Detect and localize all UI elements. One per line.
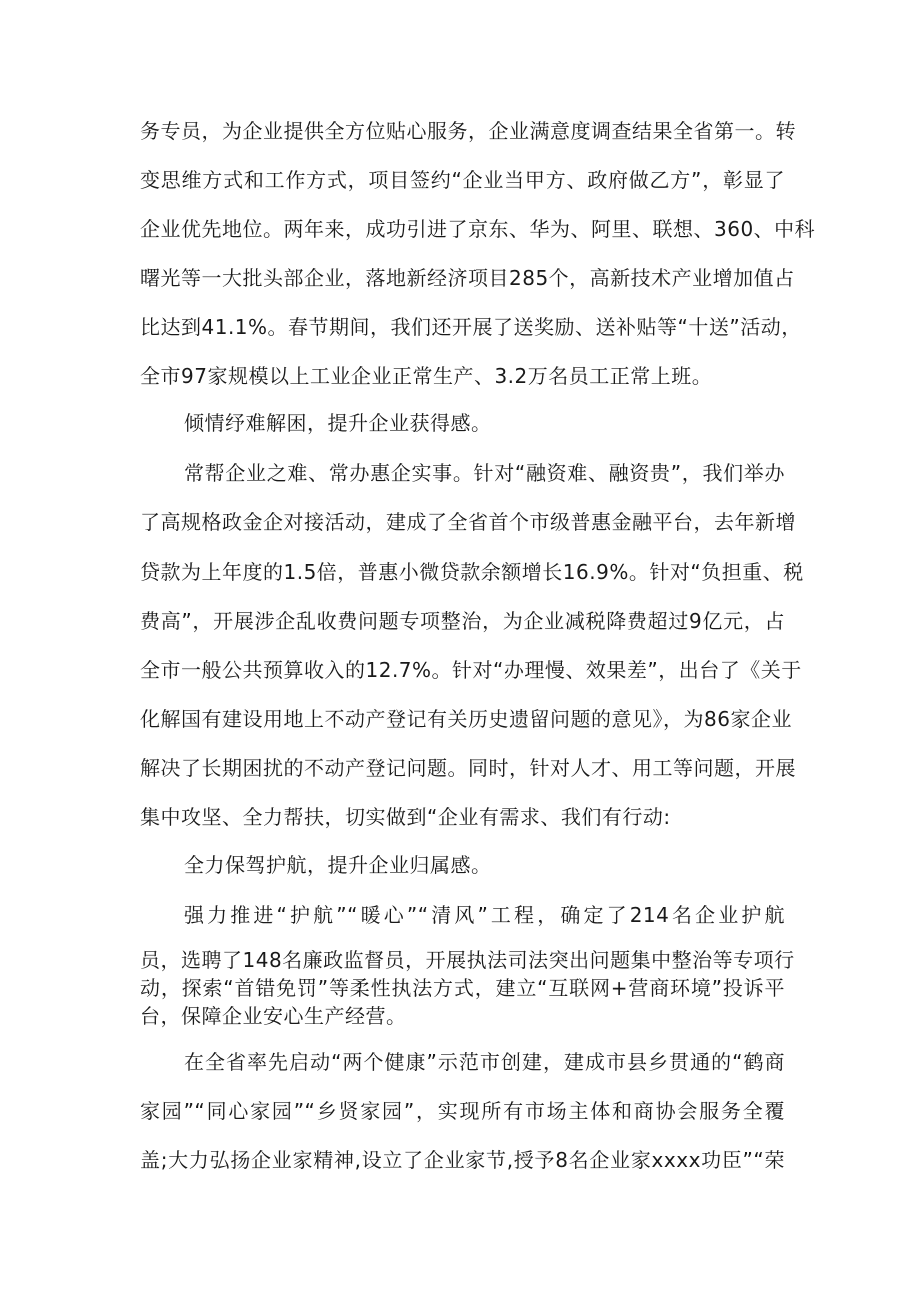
text-line: 了高规格政金企对接活动，建成了全省首个市级普惠金融平台，去年新增 xyxy=(140,510,796,534)
text-line: 员，选聘了148名廉政监督员，开展执法司法突出问题集中整治等专项行 xyxy=(140,948,795,972)
text-line: 务专员，为企业提供全方位贴心服务，企业满意度调查结果全省第一。转 xyxy=(140,119,796,143)
text-line: 家园”“同心家园”“乡贤家园”，实现所有市场主体和商协会服务全覆 xyxy=(140,1099,785,1123)
text-line: 企业优先地位。两年来，成功引进了京东、华为、阿里、联想、360、中科 xyxy=(140,217,816,241)
text-line: 盖;大力弘扬企业家精神,设立了企业家节,授予8名企业家xxxx功臣”“荣 xyxy=(140,1148,785,1172)
section-heading: 倾情纾难解困，提升企业获得感。 xyxy=(184,411,492,435)
text-line: 贷款为上年度的1.5倍，普惠小微贷款余额增长16.9%。针对“负担重、税 xyxy=(140,560,804,584)
text-line: 化解国有建设用地上不动产登记有关历史遗留问题的意见》，为86家企业 xyxy=(140,707,792,731)
text-line: 常帮企业之难、常办惠企实事。针对“融资难、融资贵”，我们举办 xyxy=(184,461,785,485)
text-line: 在全省率先启动“两个健康”示范市创建，建成市县乡贯通的“鹤商 xyxy=(184,1050,785,1074)
text-line: 曙光等一大批头部企业，落地新经济项目285个，高新技术产业增加值占 xyxy=(140,266,795,290)
text-line: 解决了长期困扰的不动产登记问题。同时，针对人才、用工等问题，开展 xyxy=(140,756,796,780)
text-line: 集中攻坚、全力帮扶，切实做到“企业有需求、我们有行动: xyxy=(140,805,671,829)
text-line: 变思维方式和工作方式，项目签约“企业当甲方、政府做乙方”，彰显了 xyxy=(140,168,785,192)
text-line: 比达到41.1%。春节期间，我们还开展了送奖励、送补贴等“十送”活动， xyxy=(140,315,802,339)
text-line: 费高”，开展涉企乱收费问题专项整治，为企业减税降费超过9亿元，占 xyxy=(140,609,785,633)
text-line: 全市一般公共预算收入的12.7%。针对“办理慢、效果差”，出台了《关于 xyxy=(140,658,802,682)
text-line: 强力推进“护航”“暖心”“清风”工程，确定了214名企业护航 xyxy=(184,903,785,927)
text-line: 台，保障企业安心生产经营。 xyxy=(140,1004,407,1028)
text-line: 全市97家规模以上工业企业正常生产、3.2万名员工正常上班。 xyxy=(140,364,713,388)
text-line: 动，探索“首错免罚”等柔性执法方式，建立“互联网+营商环境”投诉平 xyxy=(140,976,785,1000)
section-heading: 全力保驾护航，提升企业归属感。 xyxy=(184,853,492,877)
